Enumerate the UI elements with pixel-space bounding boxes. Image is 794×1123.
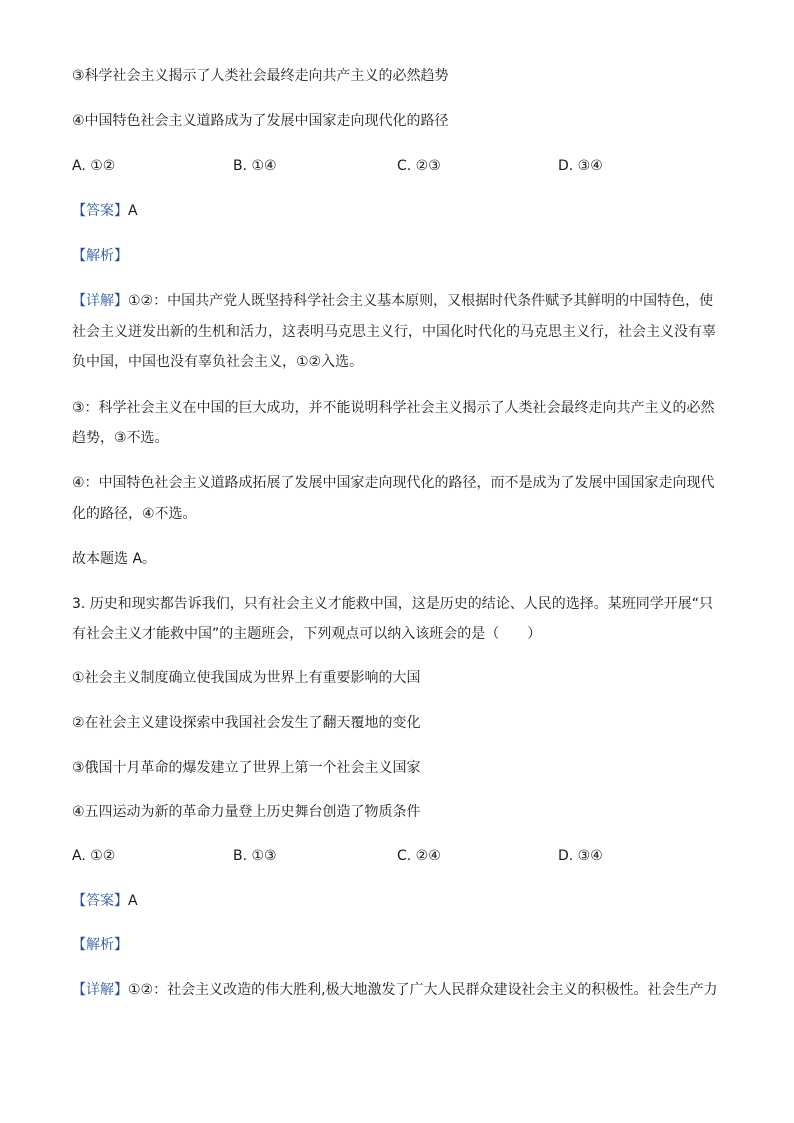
- q2-detail-p4-line-1: ④：中国特色社会主义道路成拓展了发展中国家走向现代化的路径，而不是成为了发展中国国家走向现代: [72, 475, 715, 491]
- answer-value: A: [128, 203, 138, 219]
- answer-tag: 【答案】: [72, 893, 128, 909]
- q2-detail-line-1: [72, 291, 713, 311]
- q3-stem-line-2: 有社会主义才能救中国”的主题班会，下列观点可以纳入该班会的是（ ）: [72, 626, 542, 642]
- detail-tag: 【详解】: [72, 982, 128, 998]
- answer-value: A: [128, 893, 138, 909]
- answer-tag: 【答案】: [72, 203, 128, 219]
- q2-conclusion: 故本题选 A。: [72, 551, 157, 567]
- q2-detail-p3-line-2: 趋势，③不选。: [72, 430, 169, 446]
- q3-analysis-tag: 【解析】: [72, 937, 128, 953]
- q2-detail-p3-line-1: ③：科学社会主义在中国的巨大成功，并不能说明科学社会主义揭示了人类社会最终走向共产主义的必然: [72, 400, 715, 416]
- q2-option-a: A. ①②: [72, 158, 116, 174]
- q2-detail-line-2: 社会主义迸发出新的生机和活力，这表明马克思主义行，中国化时代化的马克思主义行，社会主义没有辜: [72, 324, 716, 340]
- detail-text: ①②：社会主义改造的伟大胜利,极大地激发了广大人民群众建设社会主义的积极性。社会生产力: [128, 982, 718, 998]
- q3-item-1: ①社会主义制度确立使我国成为世界上有重要影响的大国: [72, 670, 421, 686]
- q3-option-b: B. ①③: [233, 848, 277, 864]
- q2-detail-p4-line-2: 化的路径，④不选。: [72, 506, 197, 522]
- q3-option-c: C. ②④: [397, 848, 441, 864]
- q3-option-d: D. ③④: [558, 848, 603, 864]
- q2-option-c: C. ②③: [397, 158, 441, 174]
- q3-option-a: A. ①②: [72, 848, 116, 864]
- q2-item-3: ③科学社会主义揭示了人类社会最终走向共产主义的必然趋势: [72, 68, 449, 84]
- q3-answer: [72, 891, 138, 911]
- q2-answer: [72, 201, 138, 221]
- q3-item-4: ④五四运动为新的革命力量登上历史舞台创造了物质条件: [72, 804, 421, 820]
- q2-option-d: D. ③④: [558, 158, 603, 174]
- q2-analysis-tag: 【解析】: [72, 248, 128, 264]
- detail-text: ①②：中国共产党人既坚持科学社会主义基本原则，又根据时代条件赋予其鲜明的中国特色，使: [128, 293, 714, 309]
- q3-detail-line-1: [72, 980, 718, 1000]
- q3-item-2: ②在社会主义建设探索中我国社会发生了翻天覆地的变化: [72, 715, 421, 731]
- q3-stem-line-1: 3. 历史和现实都告诉我们，只有社会主义才能救中国，这是历史的结论、人民的选择。某班同学开展“只: [72, 596, 714, 612]
- detail-tag: 【详解】: [72, 293, 128, 309]
- q2-option-b: B. ①④: [233, 158, 277, 174]
- q3-item-3: ③俄国十月革命的爆发建立了世界上第一个社会主义国家: [72, 760, 421, 776]
- q2-item-4: ④中国特色社会主义道路成为了发展中国家走向现代化的路径: [72, 113, 449, 129]
- q2-detail-line-3: 负中国，中国也没有辜负社会主义，①②入选。: [72, 354, 364, 370]
